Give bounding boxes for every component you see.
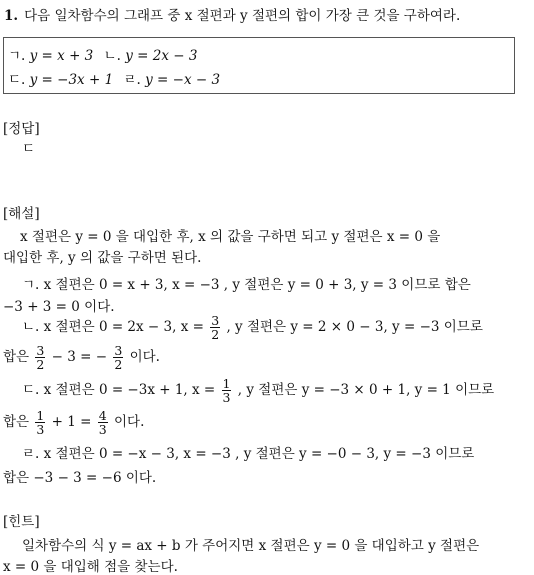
fraction-numerator: 3 <box>211 313 220 328</box>
answer-value: ㄷ <box>22 141 36 157</box>
choices-row-2 <box>8 68 220 88</box>
answer-header: [정답] <box>3 121 40 137</box>
question <box>4 4 460 24</box>
hint-line: 일차함수의 식 y = ax + b 가 주어지면 x 절편은 y = 0 을 대입하고 y 절편은 <box>22 538 480 554</box>
fraction <box>113 344 123 371</box>
hint-line: x = 0 을 대입해 점을 찾는다. <box>3 559 178 575</box>
fraction-denominator: 2 <box>211 327 220 343</box>
fraction-denominator: 2 <box>114 357 123 373</box>
fraction <box>35 409 45 436</box>
fraction-numerator: 3 <box>36 343 45 358</box>
explanation-text: , y 절편은 y = 2 × 0 − 3, y = −3 이므로 <box>226 319 483 336</box>
fraction-numerator: 1 <box>36 408 45 423</box>
explanation-line <box>3 409 144 436</box>
explanation-line: 합은 −3 − 3 = −6 이다. <box>3 470 157 486</box>
explanation-text: 합은 <box>3 349 30 366</box>
fraction <box>98 409 108 436</box>
explanation-line: ㄱ. x 절편은 0 = x + 3, x = −3 , y 절편은 y = 0 + 3, y = 3 이므로 합은 <box>22 277 471 293</box>
fraction <box>222 377 232 404</box>
fraction-numerator: 3 <box>114 343 123 358</box>
explanation-text: ㄴ. x 절편은 0 = 2x − 3, x = <box>22 319 204 336</box>
choice-expression: y = x + 3 <box>29 48 94 64</box>
explanation-line: −3 + 3 = 0 이다. <box>3 299 115 315</box>
explanation-line <box>22 314 483 341</box>
explanation-header: [해설] <box>3 206 40 222</box>
explanation-text: + 1 = <box>51 414 92 431</box>
fraction-numerator: 4 <box>98 408 107 423</box>
question-text: 다음 일차함수의 그래프 중 x 절편과 y 절편의 합이 가장 큰 것을 구하여라. <box>24 8 461 24</box>
fraction-numerator: 1 <box>222 376 231 391</box>
fraction-denominator: 2 <box>36 357 45 373</box>
fraction <box>35 344 45 371</box>
fraction-denominator: 3 <box>222 390 231 406</box>
choices-row-1 <box>8 44 197 64</box>
choice-marker: ㄴ. <box>103 48 121 64</box>
explanation-text: ㄷ. x 절편은 0 = −3x + 1, x = <box>22 382 216 399</box>
explanation-text: 합은 <box>3 414 30 431</box>
explanation-text: − 3 = − <box>51 349 108 366</box>
explanation-line <box>22 377 494 404</box>
choices-box <box>3 37 515 94</box>
fraction-denominator: 3 <box>36 422 45 438</box>
explanation-line: ㄹ. x 절편은 0 = −x − 3, x = −3 , y 절편은 y = −0 − 3, y = −3 이므로 <box>22 446 475 462</box>
explanation-text: 이다. <box>129 349 160 366</box>
hint-header: [힌트] <box>3 514 40 530</box>
choice-expression: y = −3x + 1 <box>29 72 114 88</box>
explanation-text: , y 절편은 y = −3 × 0 + 1, y = 1 이므로 <box>237 382 495 399</box>
question-number: 1. <box>4 8 19 24</box>
choice-marker: ㄷ. <box>8 72 26 88</box>
choice-expression: y = 2x − 3 <box>125 48 198 64</box>
explanation-line: x 절편은 y = 0 을 대입한 후, x 의 값을 구하면 되고 y 절편은 x = 0 을 <box>20 229 441 245</box>
explanation-line: 대입한 후, y 의 값을 구하면 된다. <box>3 250 202 266</box>
explanation-text: 이다. <box>113 414 145 431</box>
explanation-line <box>3 344 160 371</box>
choice-marker: ㄱ. <box>8 48 26 64</box>
fraction-denominator: 3 <box>98 422 107 438</box>
fraction <box>210 314 220 341</box>
choice-marker: ㄹ. <box>123 72 141 88</box>
choice-expression: y = −x − 3 <box>145 72 221 88</box>
